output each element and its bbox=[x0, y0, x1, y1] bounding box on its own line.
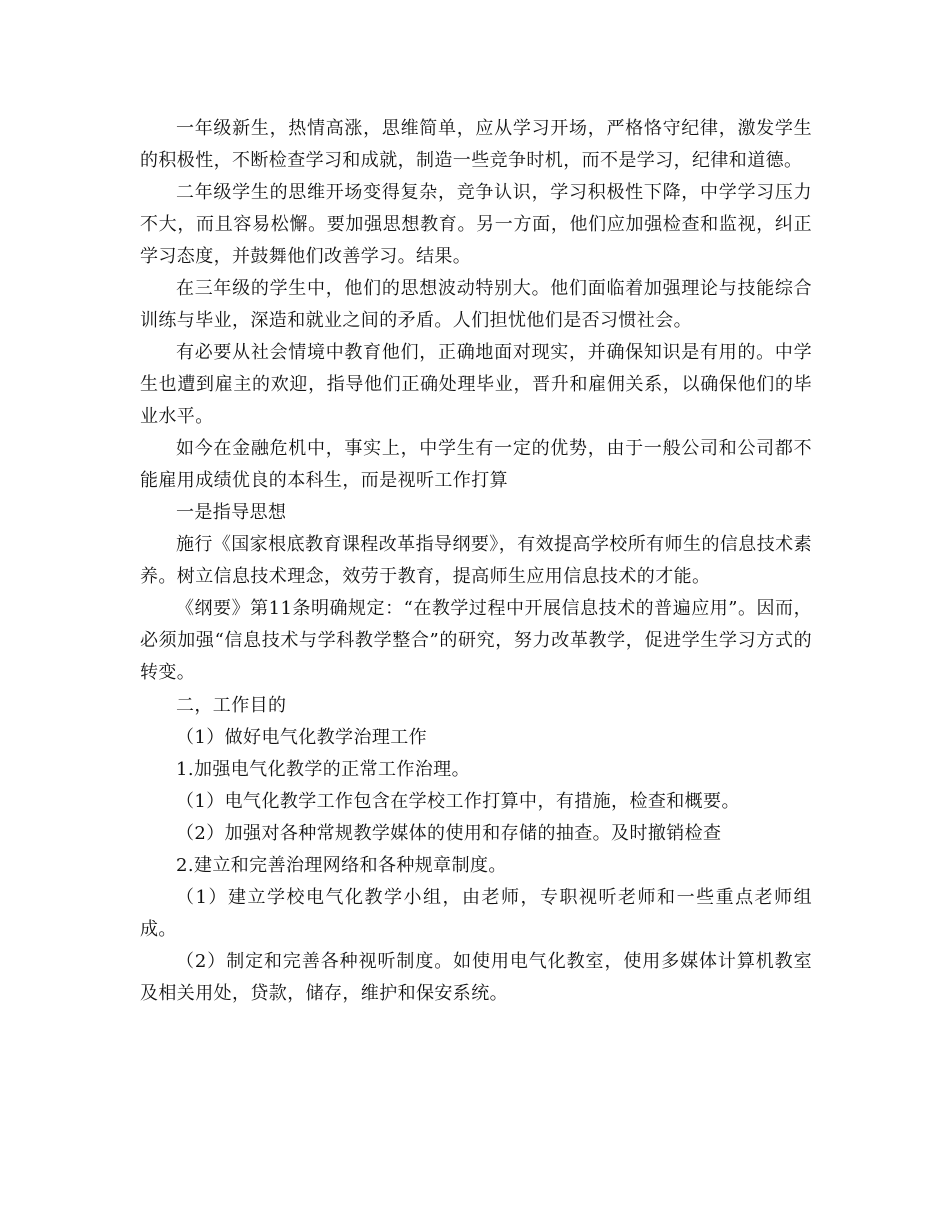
list-subitem-2-1: （1）建立学校电气化教学小组，由老师，专职视听老师和一些重点老师组成。 bbox=[140, 887, 812, 940]
section-heading-guiding-thought: 一是指导思想 bbox=[176, 502, 287, 523]
paragraph-5: 如今在金融危机中，事实上，中学生有一定的优势，由于一般公司和公司都不能雇用成绩优良的本科生，而是视听工作打算 bbox=[140, 438, 812, 491]
paragraph-7: 施行《国家根底教育课程改革指导纲要》，有效提高学校所有师生的信息技术素养。树立信息技术理念，效劳于教育，提高师生应用信息技术的才能。 bbox=[140, 534, 812, 587]
paragraph-4: 有必要从社会情境中教育他们，正确地面对现实，并确保知识是有用的。中学生也遭到雇主的欢迎，指导他们正确处理毕业，晋升和雇佣关系，以确保他们的毕业水平。 bbox=[140, 342, 812, 427]
list-subitem-1-1: （1）电气化教学工作包含在学校工作打算中，有措施，检查和概要。 bbox=[176, 791, 740, 812]
paragraph-8: 《纲要》第11条明确规定：“在教学过程中开展信息技术的普遍应用”。因而，必须加强“信息技术与学科教学整合”的研究，努力改革教学，促进学生学习方式的转变。 bbox=[140, 598, 812, 683]
list-subitem-1-2: （2）加强对各种常规教学媒体的使用和存储的抽查。及时撤销检查 bbox=[176, 823, 722, 844]
subheading-electrification-management: （1）做好电气化教学治理工作 bbox=[176, 727, 428, 748]
paragraph-2: 二年级学生的思维开场变得复杂，竞争认识，学习积极性下降，中学学习压力不大，而且容易松懈。要加强思想教育。另一方面，他们应加强检查和监视，纠正学习态度，并鼓舞他们改善学习。结果。 bbox=[140, 182, 812, 267]
list-item-2: 2.建立和完善治理网络和各种规章制度。 bbox=[176, 855, 507, 876]
list-item-1: 1.加强电气化教学的正常工作治理。 bbox=[176, 759, 470, 780]
section-heading-work-goals: 二，工作目的 bbox=[176, 695, 287, 716]
list-subitem-2-2: （2）制定和完善各种视听制度。如使用电气化教室，使用多媒体计算机教室及相关用处，贷款，储存，维护和保安系统。 bbox=[140, 951, 812, 1004]
paragraph-3: 在三年级的学生中，他们的思想波动特别大。他们面临着加强理论与技能综合训练与毕业，深造和就业之间的矛盾。人们担忧他们是否习惯社会。 bbox=[140, 278, 812, 331]
document-body bbox=[140, 113, 812, 1010]
paragraph-1: 一年级新生，热情高涨，思维简单，应从学习开场，严格恪守纪律，激发学生的积极性，不断检查学习和成就，制造一些竞争时机，而不是学习，纪律和道德。 bbox=[140, 118, 812, 171]
